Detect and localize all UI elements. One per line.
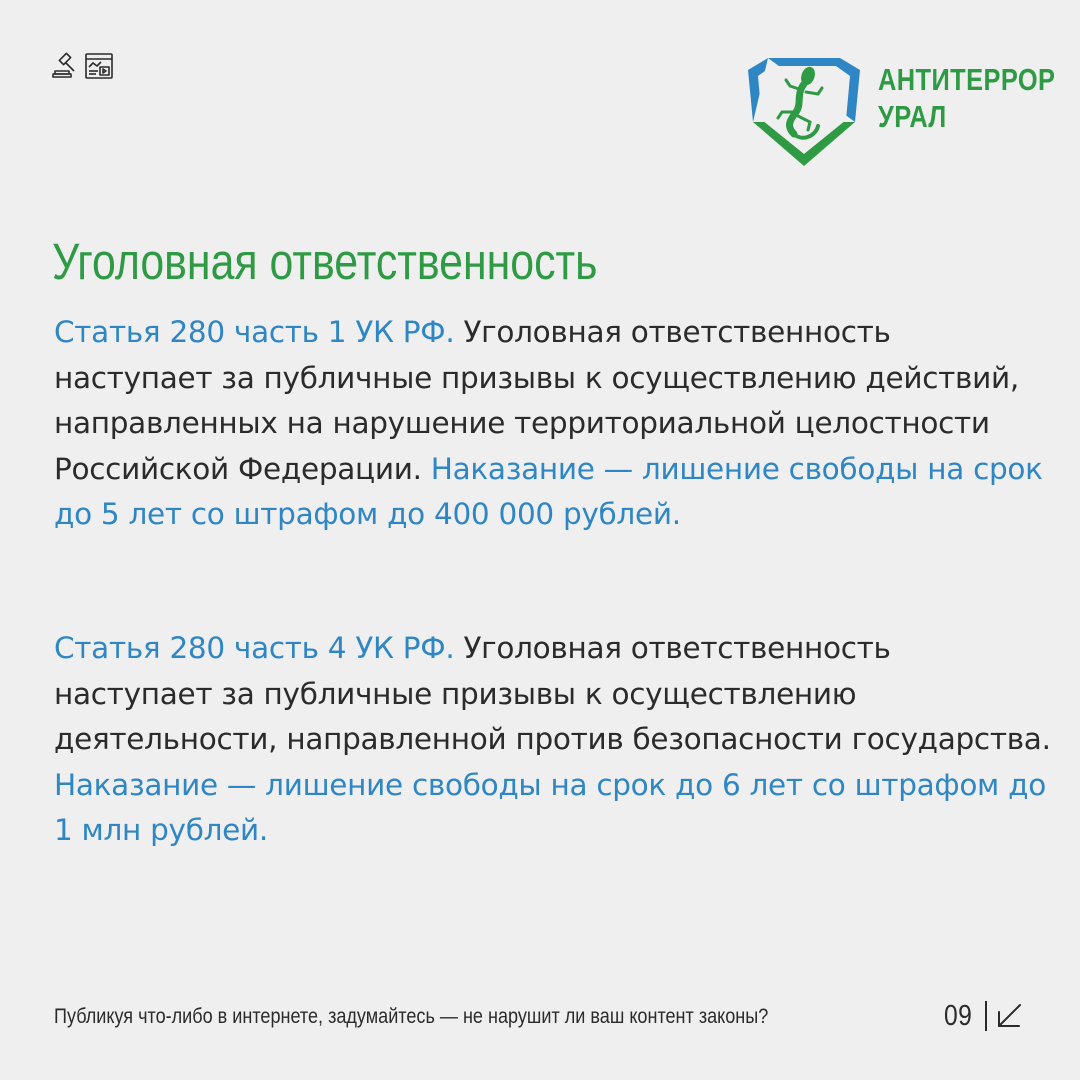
page-title: Уголовная ответственность (52, 233, 598, 290)
arrow-down-left-icon[interactable] (995, 1002, 1023, 1030)
pager (944, 996, 1023, 1036)
brand-logo (746, 50, 1056, 168)
article-2-ref: Статья 280 часть 4 УК РФ. (54, 631, 455, 665)
article-2-body: Уголовная ответственность наступает за публичные призывы к осуществлению деятельности, направленной против безопасности государства. (54, 631, 1051, 756)
article-1-penalty: Наказание — лишение свободы на срок до 5 лет со штрафом до 400 000 рублей. (54, 451, 1043, 531)
page-number: 09 (944, 999, 973, 1032)
gavel-icon (52, 52, 80, 80)
brand-name (878, 61, 1055, 135)
article-1-body: Уголовная ответственность наступает за публичные призывы к осуществлению действий, направленных на нарушение территориальной целостности Российской Федерации. (54, 315, 1019, 486)
browser-media-icon (84, 52, 114, 80)
top-icons (52, 52, 114, 80)
article-1-ref: Статья 280 часть 1 УК РФ. (54, 315, 455, 349)
footer-text: Публикуя что-либо в интернете, задумайтесь — не нарушит ли ваш контент законы? (54, 1005, 769, 1028)
brand-line-2: УРАЛ (878, 99, 947, 134)
lizard-shield-icon (746, 50, 862, 168)
article-2-paragraph (54, 626, 1054, 854)
pager-divider (985, 1001, 987, 1031)
brand-line-1: АНТИТЕРРОР (878, 62, 1056, 97)
article-1-paragraph (54, 310, 1054, 538)
article-2-penalty: Наказание — лишение свободы на срок до 6 лет со штрафом до 1 млн рублей. (54, 767, 1046, 847)
